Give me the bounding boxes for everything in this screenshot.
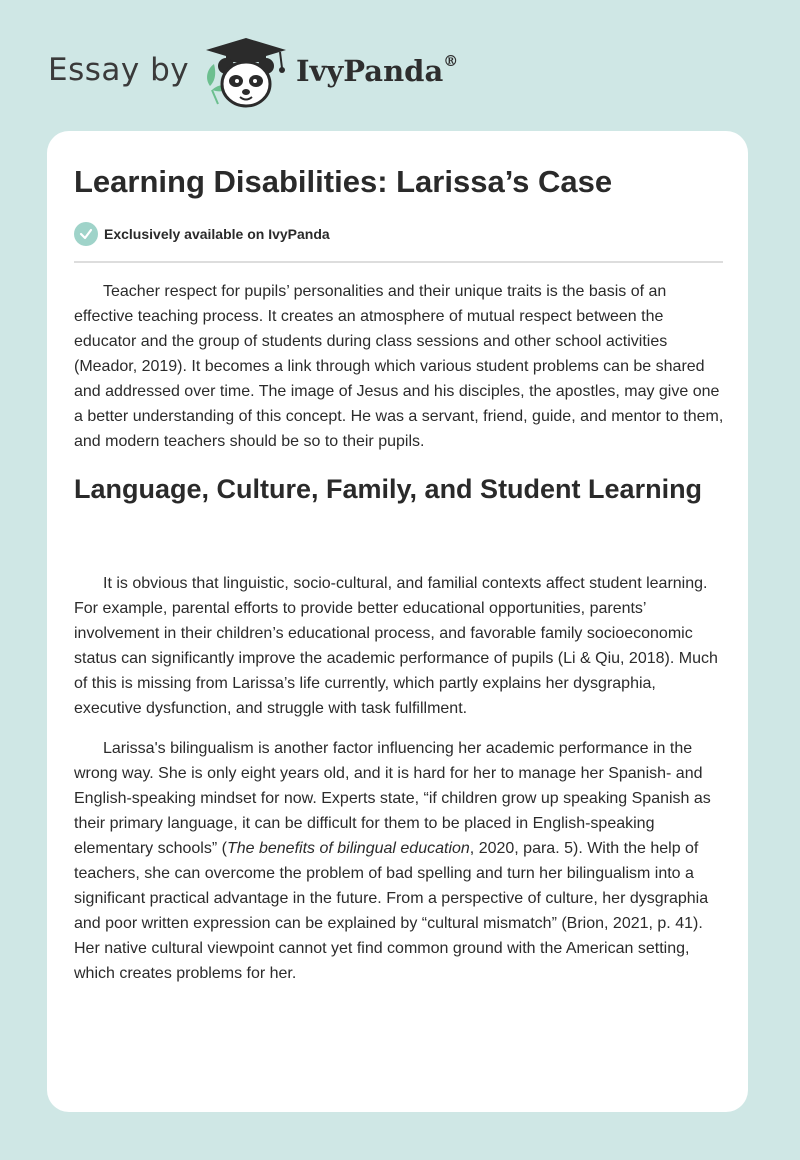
page-title: Learning Disabilities: Larissa’s Case [74, 164, 613, 199]
paragraph-intro: Teacher respect for pupils’ personalities and their unique traits is the basis of an effective teaching process. It creates an atmosphere of mutual respect between the educator and the group of students during class sessions and other school activities (Meador, 2019). It becomes a link through which various student problems can be shared and addressed over time. The image of Jesus and his disciples, the apostles, may give one a better understanding of this concept. He was a servant, friend, guide, and mentor to them, and modern teachers should be so to their pupils. [74, 283, 724, 450]
section-heading: Language, Culture, Family, and Student Learning [74, 474, 703, 504]
divider [74, 261, 723, 263]
ivypanda-logo-icon[interactable] [200, 34, 292, 110]
paragraph-context: It is obvious that linguistic, socio-cultural, and familial contexts affect student learning. For example, parental efforts to provide better educational opportunities, parents’ involvement in their children’s educational process, and favorable family socioeconomic status can significantly improve the academic performance of pupils (Li & Qiu, 2018). Much of this is missing from Larissa’s life currently, which partly explains her dysgraphia, executive dysfunction, and struggle with task fulfillment. [74, 575, 718, 717]
check-circle-icon [74, 222, 98, 246]
essay-card [47, 131, 748, 1112]
citation-title: The benefits of bilingual education [226, 840, 470, 857]
exclusive-badge [74, 221, 330, 247]
ivypanda-brand-name[interactable]: IvyPanda® [296, 52, 459, 88]
paragraph-bilingualism-part2: , 2020, para. 5). With the help of teachers, she can overcome the problem of bad spelling and turn her bilingualism into a significant practical advantage in the future. From a perspective of culture, her dysgraphia and poor written expression can be explained by “cultural mismatch” (Brion, 2021, p. 41). Her native cultural viewpoint cannot yet find common ground with the American setting, which creates problems for her. [74, 840, 709, 982]
site-header [0, 0, 800, 130]
essay-by-label: Essay by [48, 52, 190, 88]
paragraph-bilingualism-part1: Larissa's bilingualism is another factor influencing her academic performance in the wrong way. She is only eight years old, and it is hard for her to manage her Spanish- and English-speaking mindset for now. Experts state, “if children grow up speaking Spanish as their primary language, it can be difficult for them to be placed in English-speaking elementary schools” ( [74, 740, 711, 857]
paragraph-bilingualism [74, 736, 724, 986]
exclusive-badge-label: Exclusively available on IvyPanda [104, 226, 330, 242]
